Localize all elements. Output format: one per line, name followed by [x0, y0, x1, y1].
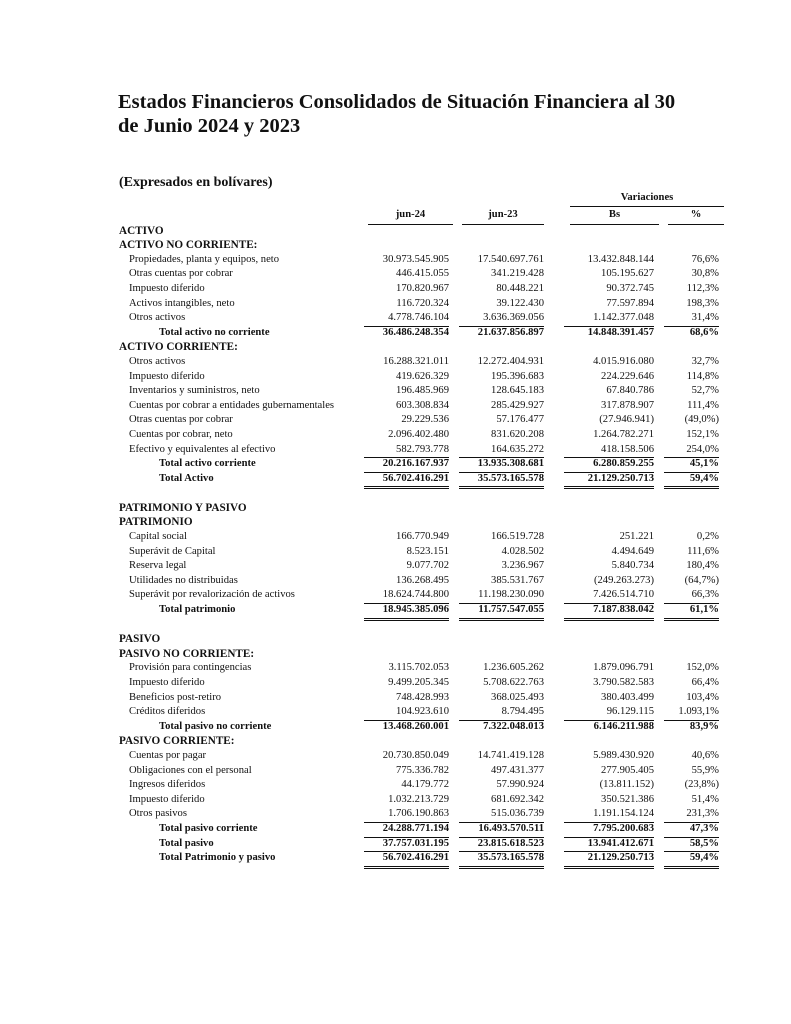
value-var-bs: 224.229.646	[601, 370, 654, 382]
row-label: Total pasivo corriente	[159, 822, 258, 834]
row-label: Cuentas por cobrar, neto	[129, 428, 233, 440]
value-var-bs: 418.158.506	[564, 443, 654, 459]
value-jun23: 3.636.369.056	[459, 311, 544, 327]
value-var-bs: 13.432.848.144	[587, 253, 654, 265]
value-jun24: 603.308.834	[396, 399, 449, 411]
value-jun23: 4.028.502	[501, 545, 544, 557]
value-var-pct: (64,7%)	[684, 574, 719, 586]
value-var-bs: 6.146.211.988	[593, 720, 654, 732]
value-jun23: 57.176.477	[496, 414, 544, 426]
value-jun23: 128.645.183	[491, 385, 544, 397]
value-jun24: 748.428.993	[396, 691, 449, 703]
value-jun24: 13.468.260.001	[382, 720, 449, 732]
row-label: Total activo corriente	[159, 458, 256, 470]
value-jun23: 831.620.208	[491, 428, 544, 440]
value-jun23: 164.635.272	[459, 443, 544, 459]
value-jun23: 195.396.683	[491, 370, 544, 382]
row-label: Otras cuentas por cobrar	[129, 414, 233, 426]
table-row	[119, 778, 724, 793]
value-var-bs: 14.848.391.457	[587, 326, 654, 338]
table-row	[119, 574, 724, 589]
table-row	[119, 413, 724, 428]
value-jun24: 37.757.031.195	[364, 837, 449, 853]
value-var-pct: 83,9%	[689, 720, 719, 732]
value-var-bs: 1.142.377.048	[564, 311, 654, 327]
table-row	[119, 661, 724, 676]
activo-no-corriente-rows	[119, 253, 724, 326]
value-jun24: 36.486.248.354	[382, 326, 449, 338]
total-row	[119, 822, 724, 837]
value-var-pct: 103,4%	[686, 691, 719, 703]
row-label: Otros activos	[129, 355, 186, 367]
value-var-pct: 40,6%	[691, 749, 719, 761]
row-label: Total Patrimonio y pasivo	[159, 852, 276, 864]
row-label: Otras cuentas por cobrar	[129, 268, 233, 280]
value-var-pct: 30,8%	[691, 268, 719, 280]
row-label: Cuentas por cobrar a entidades gubernamentales	[129, 399, 335, 411]
row-label: Otros pasivos	[129, 808, 187, 820]
value-jun24: 2.096.402.480	[388, 428, 449, 440]
value-var-pct: 58,5%	[664, 837, 719, 853]
value-var-bs: 5.989.430.920	[593, 749, 654, 761]
table-row	[119, 311, 724, 326]
value-var-bs: 380.403.499	[601, 691, 654, 703]
value-var-bs: 350.521.386	[601, 793, 654, 805]
row-label: Provisión para contingencias	[129, 662, 252, 674]
value-jun24: 170.820.967	[396, 282, 449, 294]
table-row	[119, 691, 724, 706]
value-jun23: 5.708.622.763	[483, 677, 544, 688]
value-jun24: 9.499.205.345	[388, 677, 449, 688]
value-var-bs: (249.263.273)	[593, 574, 654, 586]
total-activo-corriente	[119, 457, 724, 472]
value-var-pct: 66,4%	[691, 677, 719, 688]
value-var-pct: 111,4%	[687, 399, 719, 411]
section-patrimonio: PATRIMONIO	[119, 516, 193, 529]
row-label: Total activo no corriente	[159, 326, 270, 338]
row-label: Superávit de Capital	[129, 545, 216, 557]
row-label: Otros activos	[129, 312, 186, 324]
row-label: Ingresos diferidos	[129, 779, 206, 791]
value-var-bs: 96.129.115	[564, 705, 654, 721]
value-var-pct: 55,9%	[691, 764, 719, 776]
value-jun23: 11.198.230.090	[459, 588, 544, 604]
value-var-bs: 77.597.894	[606, 297, 654, 309]
value-jun24: 18.624.744.800	[364, 588, 449, 604]
value-jun24: 166.770.949	[396, 531, 449, 543]
section-activo-no-corriente: ACTIVO NO CORRIENTE:	[119, 239, 258, 252]
row-label: Impuesto diferido	[129, 793, 205, 805]
value-jun24: 136.268.495	[396, 574, 449, 586]
value-jun24: 30.973.545.905	[382, 253, 449, 265]
row-label: Impuesto diferido	[129, 282, 205, 294]
value-var-pct: 180,4%	[686, 560, 719, 572]
value-jun23: 385.531.767	[491, 574, 544, 586]
value-var-bs: 5.840.734	[611, 560, 654, 572]
table-row	[119, 676, 724, 691]
total-row	[119, 837, 724, 852]
total-pasivo-no-corriente	[119, 720, 724, 735]
table-row	[119, 559, 724, 574]
value-jun23: 21.637.856.897	[477, 326, 544, 338]
table-row	[119, 545, 724, 560]
col-header-jun24: jun-24	[368, 206, 453, 225]
value-var-bs: 21.129.250.713	[564, 472, 654, 490]
value-var-bs: 1.264.782.271	[593, 428, 654, 440]
value-jun23: 497.431.377	[491, 764, 544, 776]
value-jun24: 56.702.416.291	[364, 851, 449, 869]
value-var-pct: 32,7%	[691, 355, 719, 367]
row-label: Obligaciones con el personal	[129, 764, 252, 776]
section-patrimonio-pasivo: PATRIMONIO Y PASIVO	[119, 501, 247, 514]
row-label: Total pasivo	[159, 837, 214, 849]
value-jun24: 1.032.213.729	[388, 793, 449, 805]
row-label: Total Activo	[159, 472, 214, 484]
total-row	[119, 851, 724, 866]
row-label: Utilidades no distribuidas	[129, 574, 238, 586]
row-label: Impuesto diferido	[129, 370, 205, 382]
value-jun24: 44.179.772	[401, 779, 449, 791]
value-var-bs: 90.372.745	[606, 282, 654, 294]
column-header-row	[119, 206, 724, 224]
value-jun23: 16.493.570.511	[459, 822, 544, 838]
value-var-pct: 59,4%	[664, 472, 719, 490]
value-jun23: 1.236.605.262	[483, 662, 544, 674]
value-jun23: 285.429.927	[491, 399, 544, 411]
value-var-bs: 6.280.859.255	[564, 457, 654, 473]
table-row	[119, 749, 724, 764]
value-jun23: 17.540.697.761	[477, 253, 544, 265]
value-var-bs: 251.221	[619, 531, 654, 543]
value-var-pct: 114,8%	[686, 370, 719, 382]
value-jun23: 11.757.547.055	[459, 603, 544, 621]
row-label: Total patrimonio	[159, 604, 236, 616]
table-row	[119, 282, 724, 297]
table-row	[119, 530, 724, 545]
table-row	[119, 253, 724, 268]
currency-note: (Expresados en bolívares)	[119, 175, 273, 190]
value-jun23: 35.573.165.578	[459, 851, 544, 869]
row-label: Impuesto diferido	[129, 677, 205, 688]
value-var-bs: 21.129.250.713	[564, 851, 654, 869]
value-var-pct: 31,4%	[664, 311, 719, 327]
total-row	[119, 603, 724, 618]
value-var-pct: 76,6%	[691, 253, 719, 265]
value-jun23: 166.519.728	[491, 531, 544, 543]
value-var-pct: 0,2%	[696, 531, 719, 543]
value-var-pct: 231,3%	[664, 807, 719, 823]
pasivo-corriente-rows	[119, 749, 724, 822]
value-jun24: 16.288.321.011	[383, 355, 449, 367]
value-var-bs: 3.790.582.583	[593, 677, 654, 688]
total-activo	[119, 472, 724, 487]
row-label: Créditos diferidos	[129, 706, 206, 718]
value-jun24: 18.945.385.096	[364, 603, 449, 621]
value-jun24: 582.793.778	[364, 443, 449, 459]
total-row	[119, 326, 724, 341]
section-pasivo: PASIVO	[119, 633, 161, 646]
value-jun24: 9.077.702	[406, 560, 449, 572]
value-jun24: 20.730.850.049	[382, 749, 449, 761]
table-row	[119, 793, 724, 808]
variations-header: Variaciones	[570, 191, 724, 207]
table-row	[119, 807, 724, 822]
value-jun24: 775.336.782	[396, 764, 449, 776]
table-row	[119, 297, 724, 312]
value-var-pct: 254,0%	[664, 443, 719, 459]
value-jun23: 3.236.967	[501, 560, 544, 572]
table-row	[119, 764, 724, 779]
value-var-bs: 7.187.838.042	[564, 603, 654, 621]
value-var-bs: 13.941.412.671	[564, 837, 654, 853]
row-label: Superávit por revalorización de activos	[129, 589, 295, 601]
value-var-bs: (13.811.152)	[599, 779, 654, 791]
section-pasivo-no-corriente: PASIVO NO CORRIENTE:	[119, 647, 255, 660]
value-jun24: 8.523.151	[406, 545, 449, 557]
row-label: Cuentas por pagar	[129, 749, 207, 761]
table-row	[119, 355, 724, 370]
value-var-pct: 52,7%	[691, 385, 719, 397]
total-pasivo	[119, 837, 724, 852]
table-row	[119, 384, 724, 399]
page-title: Estados Financieros Consolidados de Situación Financiera al 30 de Junio 2024 y 2023	[118, 91, 676, 137]
value-var-bs: 317.878.907	[601, 399, 654, 411]
row-label: Activos intangibles, neto	[129, 297, 235, 309]
value-jun24: 56.702.416.291	[364, 472, 449, 490]
row-label: Propiedades, planta y equipos, neto	[129, 253, 280, 265]
value-var-bs: 105.195.627	[601, 268, 654, 280]
value-var-pct: 152,1%	[686, 428, 719, 440]
value-var-pct: 61,1%	[664, 603, 719, 621]
row-label: Efectivo y equivalentes al efectivo	[129, 443, 276, 455]
value-var-pct: 51,4%	[691, 793, 719, 805]
value-jun23: 13.935.308.681	[459, 457, 544, 473]
activo-corriente-rows	[119, 355, 724, 457]
value-var-pct: 112,3%	[686, 282, 719, 294]
value-var-pct: 66,3%	[664, 588, 719, 604]
value-var-pct: 111,6%	[687, 545, 719, 557]
total-patrimonio	[119, 603, 724, 618]
value-var-bs: 1.879.096.791	[593, 662, 654, 674]
value-jun23: 80.448.221	[496, 282, 544, 294]
value-var-bs: 4.015.916.080	[593, 355, 654, 367]
table-row	[119, 705, 724, 720]
value-jun23: 341.219.428	[491, 268, 544, 280]
value-jun23: 7.322.048.013	[483, 720, 544, 732]
table-row	[119, 399, 724, 414]
value-jun23: 39.122.430	[496, 297, 544, 309]
value-var-bs: 7.795.200.683	[564, 822, 654, 838]
value-var-pct: 59,4%	[664, 851, 719, 869]
value-var-pct: 45,1%	[664, 457, 719, 473]
value-jun23: 14.741.419.128	[477, 749, 544, 761]
table-row	[119, 267, 724, 282]
row-label: Reserva legal	[129, 560, 187, 572]
variations-header-row	[119, 191, 724, 206]
value-var-bs: 4.494.649	[611, 545, 654, 557]
value-jun23: 57.990.924	[496, 779, 544, 791]
section-pasivo-corriente: PASIVO CORRIENTE:	[119, 735, 235, 748]
row-label: Inventarios y suministros, neto	[129, 385, 260, 397]
value-jun24: 116.720.324	[396, 297, 449, 309]
value-jun23: 515.036.739	[459, 807, 544, 823]
balance-sheet-table	[119, 191, 724, 866]
value-var-bs: 1.191.154.124	[564, 807, 654, 823]
col-header-pct: %	[668, 206, 724, 225]
value-var-bs: 7.426.514.710	[564, 588, 654, 604]
col-header-bs: Bs	[570, 206, 659, 225]
value-jun24: 4.778.746.104	[364, 311, 449, 327]
table-row	[119, 428, 724, 443]
value-var-pct: 198,3%	[686, 297, 719, 309]
row-label: Total pasivo no corriente	[159, 720, 272, 732]
value-jun24: 446.415.055	[396, 268, 449, 280]
value-jun24: 104.923.610	[364, 705, 449, 721]
section-activo-corriente: ACTIVO CORRIENTE:	[119, 341, 238, 354]
value-jun23: 35.573.165.578	[459, 472, 544, 490]
col-header-jun23: jun-23	[462, 206, 544, 225]
value-jun23: 12.272.404.931	[477, 355, 544, 367]
patrimonio-rows	[119, 530, 724, 603]
value-var-bs: 67.840.786	[606, 385, 654, 397]
section-activo: ACTIVO	[119, 224, 164, 237]
total-row	[119, 472, 724, 487]
value-jun23: 23.815.618.523	[459, 837, 544, 853]
total-activo-no-corriente	[119, 326, 724, 341]
total-row	[119, 457, 724, 472]
value-jun24: 196.485.969	[396, 385, 449, 397]
table-row	[119, 370, 724, 385]
pasivo-no-corriente-rows	[119, 661, 724, 719]
value-var-pct: 47,3%	[664, 822, 719, 838]
value-var-pct: 152,0%	[686, 662, 719, 674]
value-var-pct: 68,6%	[689, 326, 719, 338]
value-var-pct: (23,8%)	[684, 779, 719, 791]
table-row	[119, 588, 724, 603]
value-var-pct: (49,0%)	[684, 414, 719, 426]
value-var-bs: 277.905.405	[601, 764, 654, 776]
total-pasivo-corriente	[119, 822, 724, 837]
value-jun23: 681.692.342	[491, 793, 544, 805]
total-row	[119, 720, 724, 735]
value-jun23: 368.025.493	[491, 691, 544, 703]
value-var-pct: 1.093,1%	[664, 705, 719, 721]
value-jun24: 20.216.167.937	[364, 457, 449, 473]
row-label: Beneficios post-retiro	[129, 691, 222, 703]
value-var-bs: (27.946.941)	[599, 414, 654, 426]
value-jun24: 24.288.771.194	[364, 822, 449, 838]
table-row	[119, 443, 724, 458]
value-jun23: 8.794.495	[459, 705, 544, 721]
value-jun24: 419.626.329	[396, 370, 449, 382]
value-jun24: 29.229.536	[401, 414, 449, 426]
value-jun24: 1.706.190.863	[364, 807, 449, 823]
value-jun24: 3.115.702.053	[388, 662, 449, 674]
total-patrimonio-y-pasivo	[119, 851, 724, 866]
row-label: Capital social	[129, 531, 187, 543]
